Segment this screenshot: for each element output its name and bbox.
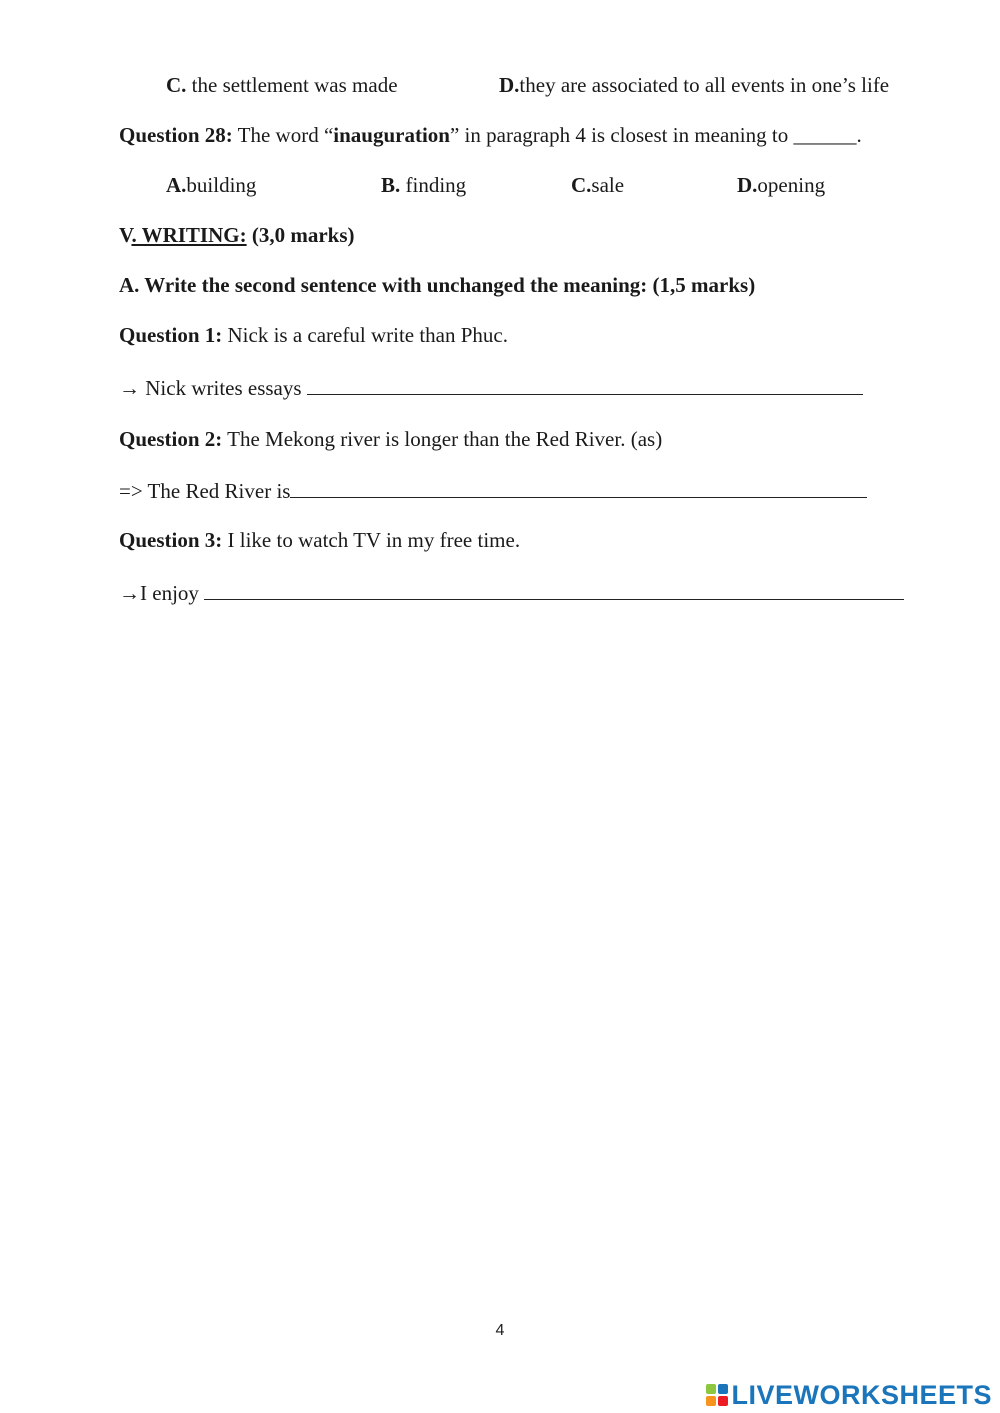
q27-option-c [166,72,398,98]
keyword: inauguration [333,123,450,147]
q27-option-d [499,72,889,98]
question-label: Question 2: [119,427,223,451]
question-label: Question 3: [119,528,223,552]
q28-option-d [737,172,825,198]
question-text: The word “ [232,123,334,147]
question-3-answer [119,579,904,606]
section-title: . WRITING: [131,223,247,247]
option-letter: B. [381,173,401,197]
question-text: ” in paragraph 4 is closest in meaning to ______. [449,123,862,147]
answer-prompt: →I enjoy [119,581,205,605]
section-prefix: V [119,223,132,247]
logo-grid-icon [706,1384,728,1406]
question-2-answer [119,477,867,504]
q28-option-b [381,172,466,198]
option-letter: C. [166,73,187,97]
option-text: sale [591,173,625,197]
answer-blank[interactable] [204,579,904,600]
option-text: the settlement was made [186,73,398,97]
logo-text: LIVEWORKSHEETS [731,1379,992,1410]
page-number: 4 [495,1322,505,1339]
question-2 [119,426,662,452]
option-letter: D. [737,173,758,197]
question-label: Question 1: [119,323,223,347]
answer-blank[interactable] [307,374,863,395]
section-a-instruction [119,272,755,298]
writing-heading [119,222,355,248]
answer-prompt: => The Red River is [119,479,291,503]
question-label: Question 28: [119,123,233,147]
q28-option-a [166,172,256,198]
option-text: finding [400,173,467,197]
option-letter: D. [499,73,520,97]
section-marks: (3,0 marks) [246,223,355,247]
question-text: Nick is a careful write than Phuc. [222,323,509,347]
option-letter: C. [571,173,592,197]
option-text: building [186,173,257,197]
question-1 [119,322,508,348]
question-3 [119,527,520,553]
option-text: opening [757,173,826,197]
answer-blank[interactable] [290,477,867,498]
liveworksheets-logo [706,1378,992,1412]
question-1-answer [119,374,863,401]
answer-prompt: → Nick writes essays [119,376,307,400]
question-28 [119,122,862,148]
question-text: I like to watch TV in my free time. [222,528,521,552]
option-letter: A. [166,173,187,197]
instruction-text: A. Write the second sentence with unchanged the meaning: (1,5 marks) [119,273,756,297]
option-text: they are associated to all events in one’s life [519,73,890,97]
question-text: The Mekong river is longer than the Red River. (as) [222,427,663,451]
q28-option-c [571,172,624,198]
